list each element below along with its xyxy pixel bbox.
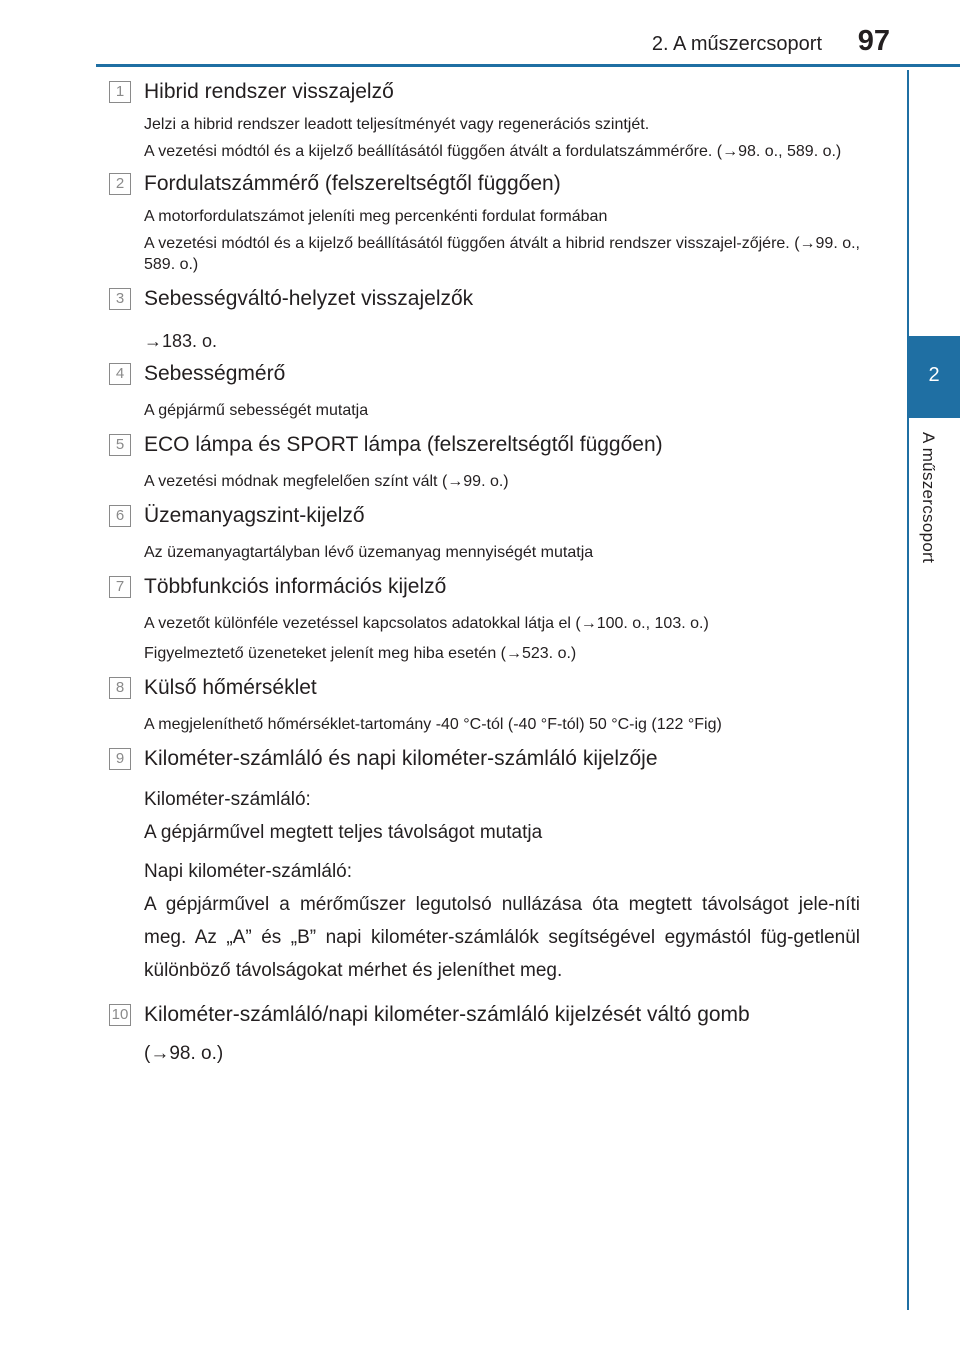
item-description: (→98. o.)	[144, 1043, 224, 1064]
chapter-title: 2. A műszercsoport	[651, 33, 822, 55]
item-number: 5	[109, 434, 131, 456]
page-header	[0, 0, 960, 66]
item-description: Kilométer-számláló:	[144, 789, 311, 810]
list-item	[108, 672, 860, 735]
item-description: →183. o.	[144, 331, 218, 351]
item-number: 9	[109, 748, 131, 770]
list-item	[108, 999, 860, 1070]
item-description: Az üzemanyagtartályban lévő üzemanyag mennyiségét mutatja	[144, 544, 594, 561]
list-item	[108, 283, 860, 358]
list-item	[108, 429, 860, 492]
item-title: Hibrid rendszer visszajelző	[144, 80, 394, 103]
item-title: Kilométer-számláló/napi kilométer-számláló kijelzését váltó gomb	[144, 1003, 750, 1026]
item-number: 7	[109, 576, 131, 598]
item-title: Kilométer-számláló és napi kilométer-számláló kijelzője	[144, 747, 658, 770]
page-number: 97	[857, 25, 890, 57]
item-title: Fordulatszámmérő (felszereltségtől függően)	[144, 172, 561, 195]
item-title: ECO lámpa és SPORT lámpa (felszereltségtől függően)	[144, 433, 663, 456]
item-description: A motorfordulatszámot jeleníti meg percenkénti fordulat formában	[144, 208, 608, 225]
item-title: Többfunkciós információs kijelző	[144, 575, 447, 598]
header-rule	[96, 64, 960, 67]
side-rule	[907, 70, 909, 1310]
list-item	[108, 743, 860, 987]
item-list	[108, 76, 860, 1070]
list-item	[108, 358, 860, 421]
item-title: Sebességmérő	[144, 362, 286, 385]
item-description: Figyelmeztető üzeneteket jelenít meg hiba esetén (→523. o.)	[144, 645, 577, 662]
item-number: 6	[109, 505, 131, 527]
item-description: A vezetőt különféle vezetéssel kapcsolatos adatokkal látja el (→100. o., 103. o.)	[144, 615, 709, 632]
item-description: Jelzi a hibrid rendszer leadott teljesítményét vagy regenerációs szintjét.	[144, 116, 650, 133]
item-number: 4	[109, 363, 131, 385]
item-description: A gépjárművel a mérőműszer legutolsó nullázása óta megtett távolságot jele-níti meg. Az „A” és „B” napi kilométer-számlálók segítségével egymástól füg-getlenül különböző távolságokat mérhet és jeleníthet meg.	[144, 894, 860, 981]
item-number: 3	[109, 288, 131, 310]
item-description: A gépjármű sebességét mutatja	[144, 402, 369, 419]
item-title: Külső hőmérséklet	[144, 676, 317, 699]
item-number: 2	[109, 173, 131, 195]
item-description: A vezetési módtól és a kijelző beállításától függően átvált a hibrid rendszer visszajel-zőjére. (→99. o., 589. o.)	[144, 235, 860, 273]
item-description: A vezetési módtól és a kijelző beállításától függően átvált a fordulatszámmérőre. (→98. o., 589. o.)	[144, 143, 842, 160]
item-number: 10	[109, 1004, 131, 1026]
list-item	[108, 500, 860, 563]
item-description: A megjeleníthető hőmérséklet-tartomány -40 °C-tól (-40 °F-tól) 50 °C-ig (122 °Fig)	[144, 716, 722, 733]
item-title: Sebességváltó-helyzet visszajelzők	[144, 287, 474, 310]
list-item	[108, 168, 860, 275]
item-description: A vezetési módnak megfelelően színt vált (→99. o.)	[144, 473, 509, 490]
item-description: A gépjárművel megtett teljes távolságot mutatja	[144, 822, 543, 843]
item-description: Napi kilométer-számláló:	[144, 861, 353, 882]
chapter-tab: 2	[908, 336, 960, 418]
list-item	[108, 76, 860, 162]
item-title: Üzemanyagszint-kijelző	[144, 504, 365, 527]
list-item	[108, 571, 860, 664]
chapter-side-label: A műszercsoport	[919, 432, 938, 564]
item-number: 8	[109, 677, 131, 699]
item-number: 1	[109, 81, 131, 103]
